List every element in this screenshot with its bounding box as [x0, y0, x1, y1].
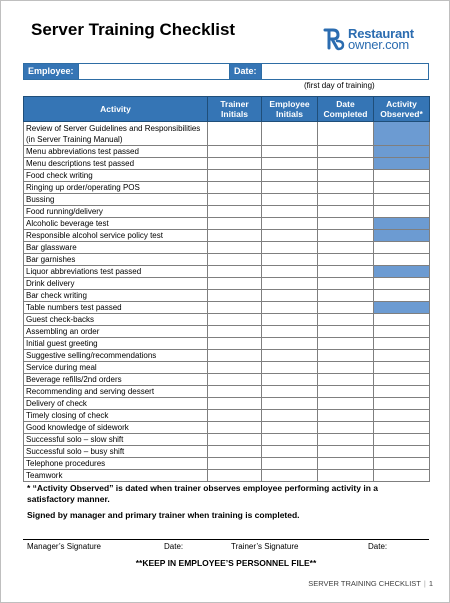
employee-initials-cell[interactable] [262, 326, 318, 338]
employee-initials-cell[interactable] [262, 146, 318, 158]
date-completed-cell[interactable] [318, 434, 374, 446]
trainer-date-label: Date: [368, 542, 388, 551]
activity-cell: Bar check writing [24, 290, 208, 302]
activity-cell: Responsible alcohol service policy test [24, 230, 208, 242]
activity-observed-cell[interactable] [374, 254, 430, 266]
activity-observed-cell[interactable] [374, 338, 430, 350]
employee-initials-cell[interactable] [262, 446, 318, 458]
trainer-initials-cell[interactable] [208, 266, 262, 278]
date-completed-cell[interactable] [318, 422, 374, 434]
activity-cell: Successful solo – slow shift [24, 434, 208, 446]
date-completed-cell[interactable] [318, 410, 374, 422]
activity-cell: Assembling an order [24, 326, 208, 338]
table-row [24, 350, 430, 362]
activity-observed-cell[interactable] [374, 122, 430, 146]
header-trainer-initials: Trainer Initials [208, 97, 262, 122]
employee-initials-cell[interactable] [262, 422, 318, 434]
trainer-initials-cell[interactable] [208, 122, 262, 146]
table-row [24, 314, 430, 326]
activity-cell: Initial guest greeting [24, 338, 208, 350]
employee-initials-cell[interactable] [262, 242, 318, 254]
activity-cell: Review of Server Guidelines and Responsibilities (in Server Training Manual) [24, 122, 208, 146]
date-completed-cell[interactable] [318, 254, 374, 266]
activity-observed-cell[interactable] [374, 374, 430, 386]
table-row [24, 122, 430, 146]
trainer-initials-cell[interactable] [208, 458, 262, 470]
employee-initials-cell[interactable] [262, 410, 318, 422]
activity-cell: Food running/delivery [24, 206, 208, 218]
trainer-initials-cell[interactable] [208, 362, 262, 374]
trainer-initials-cell[interactable] [208, 182, 262, 194]
activity-cell: Ringing up order/operating POS [24, 182, 208, 194]
table-row [24, 386, 430, 398]
table-row [24, 446, 430, 458]
employee-initials-cell[interactable] [262, 290, 318, 302]
date-completed-cell[interactable] [318, 290, 374, 302]
trainer-initials-cell[interactable] [208, 206, 262, 218]
table-row [24, 374, 430, 386]
table-row [24, 266, 430, 278]
employee-initials-cell[interactable] [262, 470, 318, 482]
activity-cell: Beverage refills/2nd orders [24, 374, 208, 386]
trainer-initials-cell[interactable] [208, 434, 262, 446]
activity-observed-cell[interactable] [374, 146, 430, 158]
table-row [24, 278, 430, 290]
activity-observed-cell[interactable] [374, 362, 430, 374]
employee-initials-cell[interactable] [262, 122, 318, 146]
employee-initials-cell[interactable] [262, 314, 318, 326]
date-completed-cell[interactable] [318, 374, 374, 386]
activity-observed-cell[interactable] [374, 398, 430, 410]
activity-observed-note: * “Activity Observed” is dated when trainer observes employee performing activity in a satisfactory manner. [27, 483, 378, 504]
date-completed-cell[interactable] [318, 314, 374, 326]
signature-line [23, 539, 429, 540]
activity-observed-cell[interactable] [374, 230, 430, 242]
activity-observed-cell[interactable] [374, 242, 430, 254]
page-title: Server Training Checklist [31, 20, 236, 39]
activity-cell: Service during meal [24, 362, 208, 374]
ro-logo-icon [323, 27, 345, 51]
date-completed-cell[interactable] [318, 350, 374, 362]
date-completed-cell[interactable] [318, 122, 374, 146]
table-row [24, 146, 430, 158]
table-row [24, 422, 430, 434]
date-completed-cell[interactable] [318, 470, 374, 482]
activity-cell: Food check writing [24, 170, 208, 182]
employee-initials-cell[interactable] [262, 302, 318, 314]
table-row [24, 338, 430, 350]
trainer-initials-cell[interactable] [208, 218, 262, 230]
page-footer: SERVER TRAINING CHECKLIST | 1 [308, 579, 433, 588]
activity-cell: Teamwork [24, 470, 208, 482]
trainer-initials-cell[interactable] [208, 374, 262, 386]
trainer-initials-cell[interactable] [208, 278, 262, 290]
manager-date-label: Date: [164, 542, 184, 551]
trainer-initials-cell[interactable] [208, 410, 262, 422]
table-row [24, 230, 430, 242]
activity-cell: Delivery of check [24, 398, 208, 410]
table-row [24, 434, 430, 446]
table-row [24, 290, 430, 302]
date-completed-cell[interactable] [318, 266, 374, 278]
activity-observed-cell[interactable] [374, 278, 430, 290]
date-label: Date: [230, 64, 261, 79]
date-completed-cell[interactable] [318, 278, 374, 290]
date-completed-cell[interactable] [318, 158, 374, 170]
trainer-initials-cell[interactable] [208, 254, 262, 266]
date-completed-cell[interactable] [318, 458, 374, 470]
employee-initials-cell[interactable] [262, 206, 318, 218]
activity-observed-cell[interactable] [374, 182, 430, 194]
activity-cell: Bar garnishes [24, 254, 208, 266]
activity-cell: Successful solo – busy shift [24, 446, 208, 458]
employee-label: Employee: [24, 64, 78, 79]
table-row [24, 218, 430, 230]
keep-in-file-note: **KEEP IN EMPLOYEE’S PERSONNEL FILE** [135, 558, 317, 568]
activity-observed-cell[interactable] [374, 326, 430, 338]
employee-initials-cell[interactable] [262, 398, 318, 410]
date-completed-cell[interactable] [318, 242, 374, 254]
activity-cell: Table numbers test passed [24, 302, 208, 314]
activity-cell: Alcoholic beverage test [24, 218, 208, 230]
employee-initials-cell[interactable] [262, 158, 318, 170]
activity-observed-cell[interactable] [374, 314, 430, 326]
manager-signature-label: Manager’s Signature [27, 542, 101, 551]
checklist-table [23, 96, 430, 482]
employee-initials-cell[interactable] [262, 434, 318, 446]
trainer-initials-cell[interactable] [208, 470, 262, 482]
employee-initials-cell[interactable] [262, 254, 318, 266]
date-completed-cell[interactable] [318, 398, 374, 410]
employee-initials-cell[interactable] [262, 266, 318, 278]
activity-observed-cell[interactable] [374, 446, 430, 458]
employee-initials-cell[interactable] [262, 362, 318, 374]
date-completed-cell[interactable] [318, 386, 374, 398]
employee-initials-cell[interactable] [262, 278, 318, 290]
employee-initials-cell[interactable] [262, 182, 318, 194]
activity-observed-cell[interactable] [374, 350, 430, 362]
employee-name-field[interactable] [78, 64, 230, 79]
activity-cell: Good knowledge of sidework [24, 422, 208, 434]
table-header-row [24, 97, 430, 122]
employee-initials-cell[interactable] [262, 374, 318, 386]
first-day-note: (first day of training) [304, 81, 375, 90]
activity-cell: Telephone procedures [24, 458, 208, 470]
trainer-initials-cell[interactable] [208, 350, 262, 362]
trainer-initials-cell[interactable] [208, 326, 262, 338]
table-row [24, 458, 430, 470]
table-row [24, 326, 430, 338]
activity-observed-cell[interactable] [374, 386, 430, 398]
date-field[interactable] [261, 64, 428, 79]
trainer-initials-cell[interactable] [208, 290, 262, 302]
employee-initials-cell[interactable] [262, 338, 318, 350]
employee-bar [23, 63, 429, 80]
trainer-initials-cell[interactable] [208, 338, 262, 350]
header-activity: Activity [24, 97, 208, 122]
table-row [24, 158, 430, 170]
trainer-initials-cell[interactable] [208, 146, 262, 158]
date-completed-cell[interactable] [318, 194, 374, 206]
date-completed-cell[interactable] [318, 362, 374, 374]
activity-observed-cell[interactable] [374, 194, 430, 206]
activity-observed-cell[interactable] [374, 206, 430, 218]
date-completed-cell[interactable] [318, 206, 374, 218]
activity-observed-cell[interactable] [374, 458, 430, 470]
date-completed-cell[interactable] [318, 230, 374, 242]
table-row [24, 194, 430, 206]
activity-observed-cell[interactable] [374, 422, 430, 434]
table-row [24, 206, 430, 218]
table-row [24, 410, 430, 422]
activity-cell: Guest check-backs [24, 314, 208, 326]
date-completed-cell[interactable] [318, 182, 374, 194]
employee-initials-cell[interactable] [262, 194, 318, 206]
header-activity-observed: Activity Observed* [374, 97, 430, 122]
trainer-initials-cell[interactable] [208, 158, 262, 170]
employee-initials-cell[interactable] [262, 350, 318, 362]
table-row [24, 362, 430, 374]
table-row [24, 254, 430, 266]
header-date-completed: Date Completed [318, 97, 374, 122]
trainer-initials-cell[interactable] [208, 386, 262, 398]
trainer-initials-cell[interactable] [208, 242, 262, 254]
table-row [24, 242, 430, 254]
activity-cell: Liquor abbreviations test passed [24, 266, 208, 278]
table-row [24, 470, 430, 482]
employee-initials-cell[interactable] [262, 386, 318, 398]
table-row [24, 398, 430, 410]
activity-observed-cell[interactable] [374, 170, 430, 182]
table-row [24, 182, 430, 194]
activity-observed-cell[interactable] [374, 302, 430, 314]
logo-text-bottom: owner.com [348, 37, 410, 52]
date-completed-cell[interactable] [318, 326, 374, 338]
date-completed-cell[interactable] [318, 302, 374, 314]
trainer-initials-cell[interactable] [208, 422, 262, 434]
date-completed-cell[interactable] [318, 146, 374, 158]
page-number: 1 [428, 579, 433, 588]
activity-cell: Timely closing of check [24, 410, 208, 422]
trainer-initials-cell[interactable] [208, 302, 262, 314]
activity-cell: Recommending and serving dessert [24, 386, 208, 398]
trainer-initials-cell[interactable] [208, 314, 262, 326]
date-completed-cell[interactable] [318, 218, 374, 230]
activity-cell: Menu abbreviations test passed [24, 146, 208, 158]
restaurant-owner-logo [323, 25, 414, 53]
date-completed-cell[interactable] [318, 446, 374, 458]
trainer-initials-cell[interactable] [208, 170, 262, 182]
employee-initials-cell[interactable] [262, 218, 318, 230]
employee-initials-cell[interactable] [262, 170, 318, 182]
activity-cell: Bussing [24, 194, 208, 206]
employee-initials-cell[interactable] [262, 230, 318, 242]
activity-cell: Menu descriptions test passed [24, 158, 208, 170]
activity-observed-cell[interactable] [374, 266, 430, 278]
logo-text-top: Restaurant [348, 26, 414, 41]
trainer-initials-cell[interactable] [208, 446, 262, 458]
trainer-signature-label: Trainer’s Signature [231, 542, 299, 551]
employee-initials-cell[interactable] [262, 458, 318, 470]
table-row [24, 170, 430, 182]
activity-cell: Bar glassware [24, 242, 208, 254]
activity-observed-cell[interactable] [374, 158, 430, 170]
date-completed-cell[interactable] [318, 170, 374, 182]
table-row [24, 302, 430, 314]
trainer-initials-cell[interactable] [208, 230, 262, 242]
activity-cell: Suggestive selling/recommendations [24, 350, 208, 362]
trainer-initials-cell[interactable] [208, 194, 262, 206]
header-employee-initials: Employee Initials [262, 97, 318, 122]
footer-label: SERVER TRAINING CHECKLIST [308, 579, 421, 588]
signed-note: Signed by manager and primary trainer when training is completed. [27, 510, 300, 520]
activity-cell: Drink delivery [24, 278, 208, 290]
trainer-initials-cell[interactable] [208, 398, 262, 410]
activity-observed-cell[interactable] [374, 290, 430, 302]
activity-observed-cell[interactable] [374, 410, 430, 422]
activity-observed-cell[interactable] [374, 218, 430, 230]
activity-observed-cell[interactable] [374, 434, 430, 446]
activity-observed-cell[interactable] [374, 470, 430, 482]
date-completed-cell[interactable] [318, 338, 374, 350]
